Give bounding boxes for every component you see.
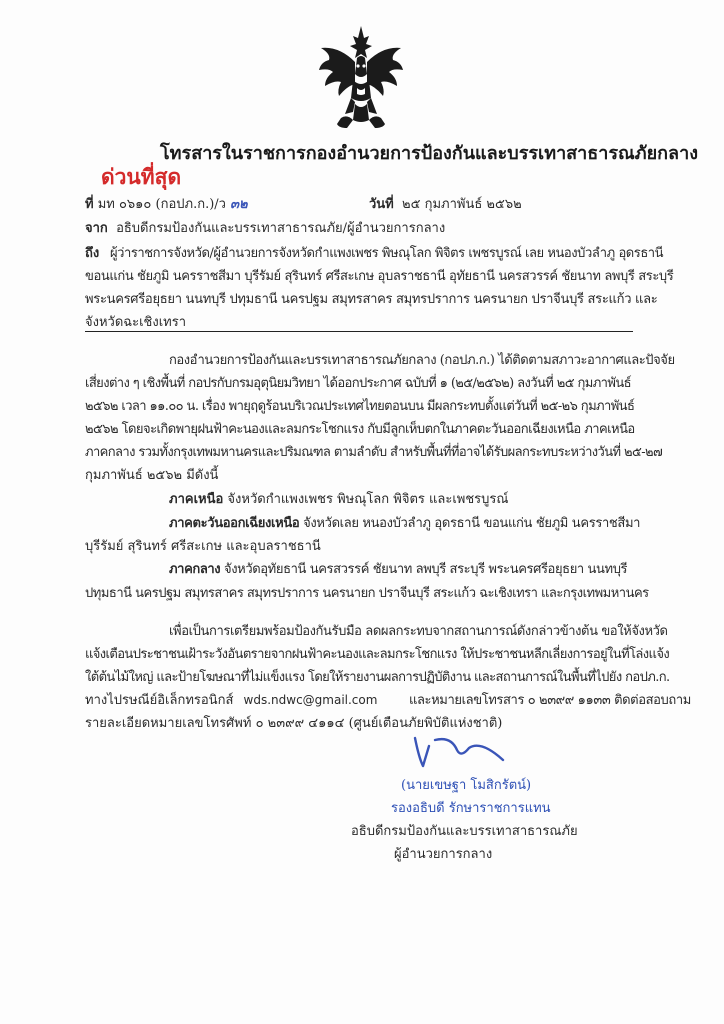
date-line	[369, 193, 522, 214]
para1-line-3: ๒๕๖๒ เวลา ๑๑.๐๐ น. เรื่อง พายุฤดูร้อนบริเวณประเทศไทยตอนบน มีผลกระทบตั้งแต่วันที่ ๒๕-๒๖ กุมภาพันธ์	[85, 399, 635, 414]
to-label: ถึง	[85, 246, 100, 261]
separator-rule	[85, 331, 633, 332]
ref-number: ๓๒	[230, 197, 248, 212]
region-north-label: ภาคเหนือ	[169, 492, 224, 507]
date-value: ๒๕ กุมภาพันธ์ ๒๕๖๒	[402, 197, 522, 212]
para2-line-4	[85, 689, 377, 710]
region-northeast	[169, 512, 640, 533]
email-address: wds.ndwc@gmail.com	[243, 693, 378, 707]
garuda-emblem	[317, 24, 405, 132]
para1-line-2: เสี่ยงต่าง ๆ เชิงพื้นที่ กอปรกับกรมอุตุนิยมวิทยา ได้ออกประกาศ ฉบับที่ ๑ (๒๕/๒๕๖๒) ลงวันที่ ๒๕ กุมภาพันธ์	[85, 376, 631, 391]
to-line-4: จังหวัดฉะเชิงเทรา	[85, 315, 187, 330]
to-line-1: ผู้ว่าราชการจังหวัด/ผู้อำนวยการจังหวัดกำแพงเพชร พิษณุโลก พิจิตร เพชรบูรณ์ เลย หนองบัวลำภู อุดรธานี	[110, 246, 664, 261]
email-prefix: ทางไปรษณีย์อิเล็กทรอนิกส์	[85, 693, 234, 708]
signatory-org: อธิบดีกรมป้องกันและบรรเทาสาธารณภัย	[351, 824, 578, 839]
to-line-2: ขอนแก่น ชัยภูมิ นครราชสีมา บุรีรัมย์ สุรินทร์ ศรีสะเกษ อุบลราชธานี อุทัยธานี นครสวรรค์ ชัยนาท ลพบุรี สระบุรี	[85, 269, 674, 284]
region-northeast-label: ภาคตะวันออกเฉียงเหนือ	[169, 516, 300, 531]
document-title: โทรสารในราชการกองอำนวยการป้องกันและบรรเทาสาธารณภัยกลาง	[160, 143, 698, 164]
region-central-cont: ปทุมธานี นครปฐม สมุทรสาคร สมุทรปราการ นครนายก ปราจีนบุรี สระแก้ว ฉะเชิงเทรา และกรุงเทพมหานคร	[85, 586, 649, 601]
to-line-3: พระนครศรีอยุธยา นนทบุรี ปทุมธานี นครปฐม สมุทรสาคร สมุทรปราการ นครนายก ปราจีนบุรี สระแก้ว และ	[85, 292, 658, 307]
signatory-name: (นายเขษฐา โมสิกรัตน์)	[401, 778, 532, 793]
from-label: จาก	[85, 221, 108, 236]
reference-line	[85, 193, 248, 214]
date-label: วันที่	[369, 197, 394, 212]
region-central	[169, 558, 627, 579]
region-central-text: จังหวัดอุทัยธานี นครสวรรค์ ชัยนาท ลพบุรี สระบุรี พระนครศรีอยุธยา นนทบุรี	[224, 562, 628, 577]
signatory-position: รองอธิบดี รักษาราชการแทน	[391, 801, 551, 816]
para1-line-1: กองอำนวยการป้องกันและบรรเทาสาธารณภัยกลาง (กอปภ.ก.) ได้ติดตามสภาวะอากาศและปัจจัย	[169, 353, 675, 368]
para1-line-4: ๒๕๖๒ โดยจะเกิดพายุฝนฟ้าคะนองและลมกระโชกแรง กับมีลูกเห็บตกในภาคตะวันออกเฉียงเหนือ ภาคเหนือ	[85, 422, 635, 437]
para1-line-6: กุมภาพันธ์ ๒๕๖๒ มีดังนี้	[85, 468, 219, 483]
para2-line-2: แจ้งเตือนประชาชนเฝ้าระวังอันตรายจากฝนฟ้าคะนองและลมกระโชกแรง ให้ประชาชนหลีกเลี่ยงการอยู่ในที่โล่งแจ้ง	[85, 647, 670, 662]
region-central-label: ภาคกลาง	[169, 562, 221, 577]
para2-line-5: รายละเอียดหมายเลขโทรศัพท์ ๐ ๒๓๙๙ ๔๑๑๔ (ศูนย์เตือนภัยพิบัติแห่งชาติ)	[85, 716, 503, 731]
region-north-text: จังหวัดกำแพงเพชร พิษณุโลก พิจิตร และเพชรบูรณ์	[227, 492, 509, 507]
para2-line-1: เพื่อเป็นการเตรียมพร้อมป้องกันรับมือ ลดผลกระทบจากสถานการณ์ดังกล่าวข้างต้น ขอให้จังหวัด	[169, 624, 668, 639]
ref-label: ที่	[85, 197, 94, 212]
region-north	[169, 488, 508, 509]
signature-scribble	[407, 728, 517, 773]
from-value: อธิบดีกรมป้องกันและบรรเทาสาธารณภัย/ผู้อำนวยการกลาง	[116, 221, 446, 236]
signatory-role: ผู้อำนวยการกลาง	[394, 847, 493, 862]
region-northeast-cont: บุรีรัมย์ สุรินทร์ ศรีสะเกษ และอุบลราชธานี	[85, 539, 321, 554]
para2-line-3: ใต้ต้นไม้ใหญ่ และป้ายโฆษณาที่ไม่แข็งแรง โดยให้รายงานผลการปฏิบัติงาน และสถานการณ์ในพื้นที่ไปยัง กอปภ.ก.	[85, 670, 670, 685]
phone-fax-text: และหมายเลขโทรสาร ๐ ๒๓๙๙ ๑๑๓๓ ติดต่อสอบถาม	[409, 693, 691, 708]
from-line	[85, 217, 445, 238]
para1-line-5: ภาคกลาง รวมทั้งกรุงเทพมหานครและปริมณฑล ตามลำดับ สำหรับพื้นที่ที่อาจได้รับผลกระทบระหว่างวันที่ ๒๕-๒๗	[85, 445, 663, 460]
region-northeast-text: จังหวัดเลย หนองบัวลำภู อุดรธานี ขอนแก่น ชัยภูมิ นครราชสีมา	[303, 516, 641, 531]
urgent-stamp: ด่วนที่สุด	[101, 165, 182, 189]
ref-value: มท ๐๖๑๐ (กอปภ.ก.)/ว	[97, 197, 226, 212]
